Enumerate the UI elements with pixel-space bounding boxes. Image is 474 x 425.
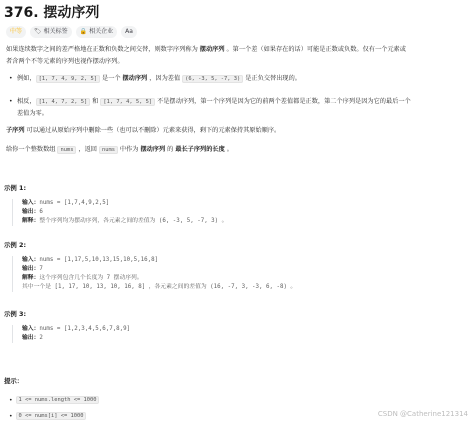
related-tags-button[interactable]: [30, 26, 72, 38]
problem-title: 376. 摆动序列: [4, 5, 100, 21]
intro-text: 如果连续数字之间的差严格地在正数和负数之间交替，则数字序列称为: [6, 46, 200, 53]
subsequence-definition: [6, 125, 280, 136]
intro-text: 。第一个差（如果存在的话）可能是正数或负数。仅有一个元素或: [224, 46, 406, 53]
inline-code: (6, -3, 5, -7, 3): [182, 75, 243, 83]
example-3-input: [22, 325, 130, 334]
text: 可以通过从原始序列中删除一些（也可以不删除）元素来获得，剩下的元素保持其原始顺序。: [24, 127, 281, 134]
output-label: 输出：: [22, 335, 40, 341]
inline-code: [1, 4, 7, 2, 5]: [36, 98, 91, 106]
difficulty-badge[interactable]: 中等: [6, 26, 26, 38]
tag-icon: 🏷: [34, 28, 42, 35]
related-companies-button[interactable]: [76, 26, 118, 38]
example-1-heading: 示例 1:: [4, 184, 27, 192]
example-1-input: [22, 199, 227, 208]
lock-icon: 🔒: [79, 28, 88, 35]
intro-line-1: [6, 44, 406, 55]
text: 例如，: [17, 75, 36, 82]
font-icon: Aa: [125, 28, 133, 35]
example-3-box: [12, 325, 130, 343]
inline-code: nums: [57, 146, 76, 154]
text: 的: [165, 146, 176, 153]
example-2-explain: [22, 274, 296, 283]
related-companies-label: 相关企业: [89, 28, 114, 35]
bold-text: 子序列: [6, 127, 25, 134]
text: 是正负交替出现的。: [243, 75, 301, 82]
bold-text: 摆动序列: [122, 75, 148, 82]
text: ，因为差值: [147, 75, 183, 82]
explain-label: 解释：: [22, 275, 40, 281]
bullet-dot: •: [9, 98, 13, 105]
example-1-explain: [22, 217, 227, 226]
example-1-output: [22, 208, 227, 217]
hint-item: [9, 396, 99, 404]
task-statement: [6, 144, 233, 156]
bold-text: 最长子序列的长度: [175, 146, 225, 153]
bullet-dot: •: [9, 412, 13, 420]
input-value: nums = [1,17,5,10,13,15,10,5,16,8]: [39, 257, 159, 263]
input-value: nums = [1,7,4,9,2,5]: [39, 200, 110, 206]
input-label: 输入：: [22, 200, 40, 206]
output-value: 6: [39, 209, 43, 215]
explain-value: 这个序列包含几个长度为 7 摆动序列。: [39, 275, 143, 281]
intro-line-2: 者含两个不等元素的序列也视作摆动序列。: [6, 58, 124, 65]
example-2-box: [12, 256, 296, 292]
text: 是一个: [99, 75, 123, 82]
hint-constraint: 1 <= nums.length <= 1000: [16, 396, 100, 404]
related-tags-label: 相关标签: [43, 28, 68, 35]
bullet-dot: •: [9, 75, 13, 82]
text: 和: [90, 98, 101, 105]
tag-bar: [6, 26, 137, 38]
text: 。: [224, 146, 233, 153]
example-2-explain-cont: 其中一个是 [1, 17, 10, 13, 10, 16, 8] ，各元素之间的差值为 (16, -7, 3, -3, 6, -8) 。: [22, 284, 297, 290]
example-bullet-2: [17, 96, 411, 108]
example-3-output: [22, 334, 130, 343]
inline-code: [1, 7, 4, 9, 2, 5]: [36, 75, 100, 83]
input-label: 输入：: [22, 326, 40, 332]
example-2-input: [22, 256, 296, 265]
example-2-output: [22, 265, 296, 274]
intro-bold: 摆动序列: [199, 46, 225, 53]
explain-value: 整个序列均为摆动序列，各元素之间的差值为 (6, -3, 5, -7, 3) 。: [39, 218, 228, 224]
text: ，返回: [76, 146, 99, 153]
output-value: 2: [39, 335, 43, 341]
text: 给你一个整数数组: [6, 146, 58, 153]
output-label: 输出：: [22, 266, 40, 272]
example-2-heading: 示例 2:: [4, 241, 27, 249]
output-value: 7: [39, 266, 43, 272]
example-bullet-1: [17, 73, 301, 85]
example-bullet-2-cont: 差值为零。: [17, 110, 48, 117]
input-value: nums = [1,2,3,4,5,6,7,8,9]: [39, 326, 131, 332]
example-1-box: [12, 199, 227, 226]
example-3-heading: 示例 3:: [4, 310, 27, 318]
inline-code: nums: [99, 146, 118, 154]
bold-text: 摆动序列: [140, 146, 166, 153]
text: 不是摆动序列，第一个序列是因为它的前两个差值都是正数，第二个序列是因为它的最后一个: [155, 98, 411, 105]
text: 中作为: [117, 146, 141, 153]
hints-heading: 提示：: [4, 377, 24, 385]
explain-label: 解释：: [22, 218, 40, 224]
font-size-button[interactable]: [121, 26, 137, 38]
hint-item: [9, 412, 86, 420]
text: 相反，: [17, 98, 36, 105]
bullet-dot: •: [9, 396, 13, 404]
output-label: 输出：: [22, 209, 40, 215]
input-label: 输入：: [22, 257, 40, 263]
watermark: CSDN @Catherine121314: [377, 410, 468, 418]
inline-code: [1, 7, 4, 5, 5]: [100, 98, 155, 106]
hint-constraint: 0 <= nums[i] <= 1000: [16, 412, 87, 420]
